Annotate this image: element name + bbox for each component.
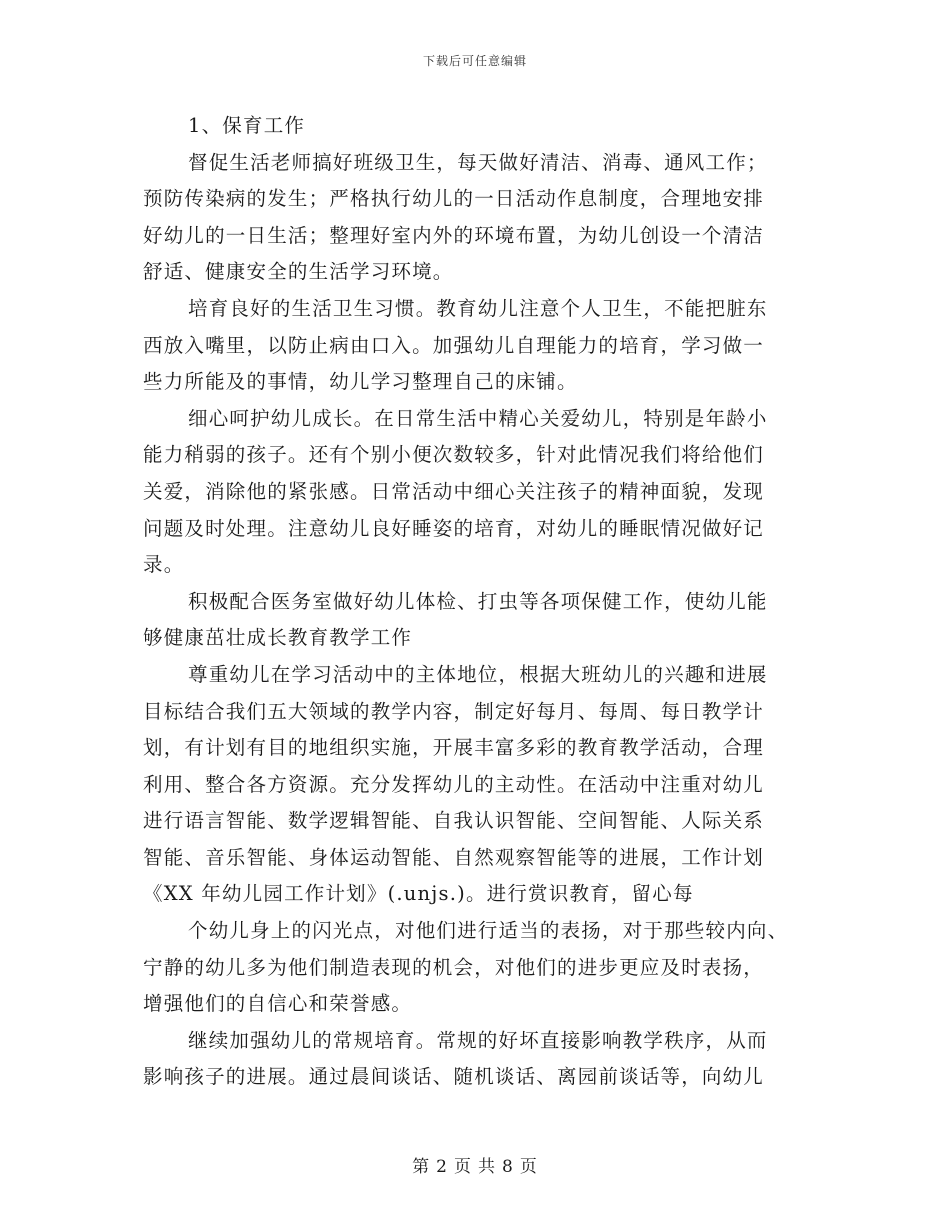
text-line: 问题及时处理。注意幼儿良好睡姿的培育，对幼儿的睡眠情况做好记: [143, 516, 765, 540]
text-line: 预防传染病的发生；严格执行幼儿的一日活动作息制度，合理地安排: [143, 187, 765, 211]
text-line: 目标结合我们五大领域的教学内容，制定好每月、每周、每日教学计: [143, 699, 765, 723]
text-line: 能力稍弱的孩子。还有个别小便次数较多，针对此情况我们将给他们: [143, 443, 765, 467]
body-text: [143, 108, 803, 1096]
footer-prefix: 第: [412, 1157, 431, 1177]
footer-page-word: 页: [454, 1157, 472, 1177]
text-line: 进行语言智能、数学逻辑智能、自我认识智能、空间智能、人际关系: [143, 809, 765, 833]
text-line: 尊重幼儿在学习活动中的主体地位，根据大班幼儿的兴趣和进展: [188, 662, 768, 686]
text-line: 利用、整合各方资源。充分发挥幼儿的主动性。在活动中注重对幼儿: [143, 772, 765, 796]
text-line: 智能、音乐智能、身体运动智能、自然观察智能等的进展，工作计划: [143, 845, 765, 869]
text-line: 录。: [143, 553, 185, 577]
text-line: 够健康茁壮成长教育教学工作: [143, 626, 413, 650]
text-line: 督促生活老师搞好班级卫生，每天做好清洁、消毒、通风工作；: [188, 150, 768, 174]
text-line: 舒适、健康安全的生活学习环境。: [143, 260, 454, 284]
page-footer: [0, 1152, 950, 1177]
text-line: 积极配合医务室做好幼儿体检、打虫等各项保健工作，使幼儿能: [188, 589, 768, 613]
text-line: 些力所能及的事情，幼儿学习整理自己的床铺。: [143, 370, 578, 394]
footer-current-page: 2: [436, 1157, 448, 1177]
footer-total-word: 共: [478, 1157, 496, 1177]
footer-total-pages: 8: [502, 1157, 514, 1177]
text-line: 细心呵护幼儿成长。在日常生活中精心关爱幼儿，特别是年龄小: [188, 406, 768, 430]
text-line: 西放入嘴里，以防止病由口入。加强幼儿自理能力的培育，学习做一: [143, 333, 765, 357]
text-line: 影响孩子的进展。通过晨间谈话、随机谈话、离园前谈话等，向幼儿: [143, 1065, 765, 1089]
text-line: 划，有计划有目的地组织实施，开展丰富多彩的教育教学活动，合理: [143, 736, 765, 760]
text-line: 培育良好的生活卫生习惯。教育幼儿注意个人卫生，不能把脏东: [188, 296, 768, 320]
text-line: 继续加强幼儿的常规培育。常规的好坏直接影响教学秩序，从而: [188, 1028, 768, 1052]
text-line: 《XX 年幼儿园工作计划》(.unjs.)。进行赏识教育，留心每: [143, 882, 694, 906]
footer-suffix: 页: [519, 1157, 538, 1177]
text-line: 增强他们的自信心和荣誉感。: [143, 992, 413, 1016]
text-line: 关爱，消除他的紧张感。日常活动中细心关注孩子的精神面貌，发现: [143, 479, 765, 503]
text-line: 个幼儿身上的闪光点，对他们进行适当的表扬，对于那些较内向、: [188, 919, 789, 943]
text-line: 宁静的幼儿多为他们制造表现的机会，对他们的进步更应及时表扬，: [143, 955, 765, 979]
page-header: 下载后可任意编辑: [422, 54, 527, 68]
text-line: 好幼儿的一日生活；整理好室内外的环境布置，为幼儿创设一个清洁: [143, 223, 765, 247]
text-line: 1、保育工作: [188, 114, 306, 137]
